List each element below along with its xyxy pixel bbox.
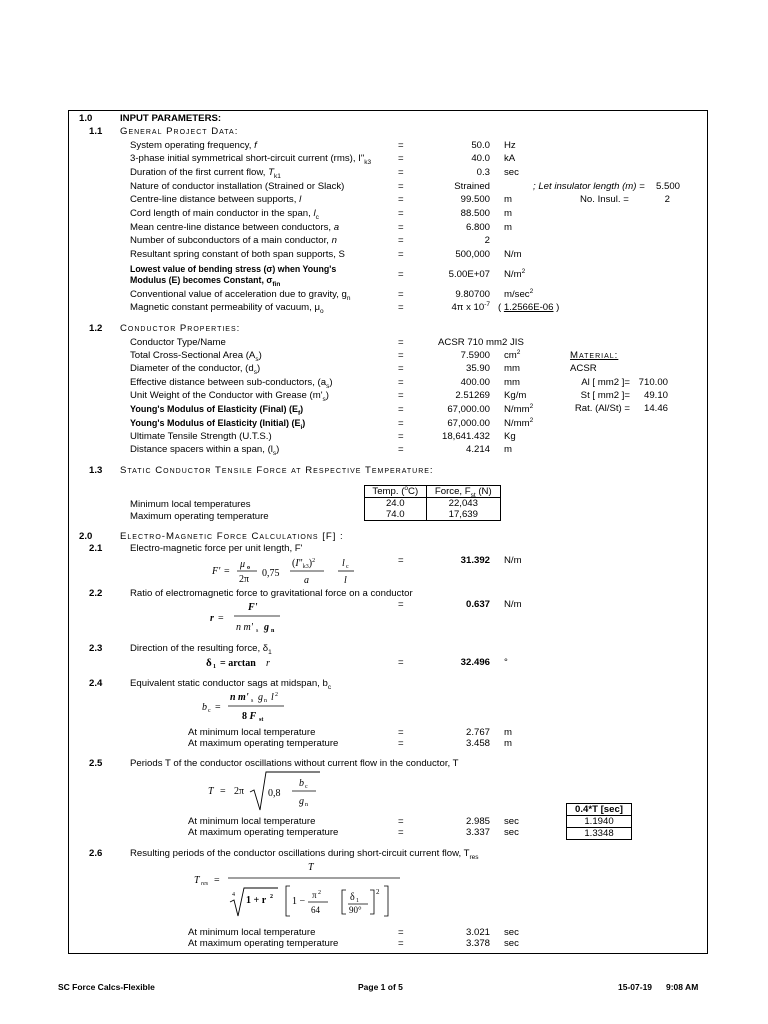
equals-sign: = [398, 249, 404, 260]
svg-text:b: b [202, 702, 207, 713]
result-label: At maximum operating temperature [188, 738, 339, 749]
property-label: Distance spacers within a span, $(l_s)$ [130, 444, 280, 457]
section-title: Ratio of electromagnetic force to gravitational force on a conductor [130, 588, 413, 599]
material-st-value: 49.10 [643, 390, 668, 401]
svg-text:= arctan: = arctan [220, 658, 256, 669]
r-equation [208, 600, 298, 638]
param-unit: m [504, 194, 512, 205]
param-label: 3-phase initial symmetrical short-circuit current (rms), $I"_{k3}$ [130, 153, 372, 166]
svg-text:a: a [304, 575, 309, 586]
svg-text:1 + r: 1 + r [246, 895, 267, 906]
section-title: Periods T of the conductor oscillations without current flow in the conductor, T [130, 758, 459, 769]
svg-text:n m': n m' [230, 692, 249, 703]
param-label: Nature of conductor installation (Strained or Slack) [130, 181, 345, 192]
result-value: 3.337 [465, 827, 490, 838]
property-label: Total Cross-Sectional Area $(A_s)$ [130, 350, 262, 363]
section-number: 1.1 [89, 126, 103, 137]
equals-sign: = [398, 431, 404, 442]
insulator-length-value: ; Let insulator length (m) = [533, 181, 645, 192]
svg-text:0,75: 0,75 [262, 568, 280, 579]
material-st-label: St [ mm2 ]= [580, 390, 630, 401]
section-title: INPUT PARAMETERS: [120, 113, 222, 124]
section-number: 2.6 [89, 848, 103, 859]
param-unit: ( 1.2566E-06 ) [498, 302, 560, 313]
property-value: 35.90 [465, 363, 490, 374]
property-label: Young's Modulus of Elasticity (Final) $(E_f)$ [130, 404, 304, 417]
property-value: 2.51269 [455, 390, 490, 401]
property-unit: Kg [504, 431, 516, 442]
equals-sign: = [398, 269, 404, 280]
equals-sign: = [398, 727, 404, 738]
property-value: 18,641.432 [441, 431, 490, 442]
material-ratio-label: Rat. (Al/St) = [574, 403, 630, 414]
delta-equation [204, 653, 284, 671]
material-al-value: 710.00 [638, 377, 668, 388]
svg-text:π: π [312, 890, 317, 900]
section-number: 1.0 [79, 113, 93, 124]
svg-text:T: T [308, 862, 314, 873]
result-unit: m [504, 738, 512, 749]
param-value: Strained [454, 181, 490, 192]
temp-header: Temp. ($^o$C) [365, 486, 427, 498]
param-value: 2 [484, 235, 490, 246]
section-number: 2.2 [89, 588, 103, 599]
section-title: Electro-magnetic force per unit length, F' [130, 543, 303, 554]
section-number: 2.3 [89, 643, 103, 654]
footer-time: 9:08 AM [666, 982, 699, 992]
svg-text:r: r [210, 613, 214, 624]
result-unit: m [504, 727, 512, 738]
svg-text:l: l [344, 575, 347, 586]
param-unit: kA [504, 153, 516, 164]
param-label: Mean centre-line distance between conductors, a [130, 222, 340, 233]
svg-text:δ: δ [206, 657, 212, 669]
svg-text:n: n [305, 802, 308, 808]
property-value: 7.5900 [460, 350, 490, 361]
result-unit: N/m [504, 555, 522, 566]
svg-text:2π: 2π [239, 574, 250, 585]
material-ratio-value: 14.46 [643, 403, 668, 414]
property-value: ACSR 710 mm2 JIS [438, 337, 524, 348]
param-value: 88.500 [460, 208, 490, 219]
svg-text:64: 64 [311, 905, 320, 915]
section-number: 2.0 [79, 531, 93, 542]
svg-text:n m': n m' [236, 622, 253, 633]
result-value: 3.458 [465, 738, 490, 749]
force-header: Force, $F_{st}$ (N) [426, 486, 500, 498]
param-label: Centre-line distance between supports, l [130, 194, 302, 205]
result-value: 0.637 [465, 599, 490, 610]
tension-table [364, 485, 501, 521]
equals-sign: = [398, 738, 404, 749]
param-label: Resultant spring constant of both span supports, S [130, 249, 345, 260]
temp-cell: 24.0 [365, 498, 427, 510]
svg-text:=: = [224, 566, 230, 577]
svg-text:T: T [208, 786, 214, 797]
equals-sign: = [398, 404, 404, 415]
section-title: Resulting periods of the conductor oscillations during short-circuit current flow, $T_{res}$ [130, 848, 479, 861]
svg-text:2: 2 [275, 692, 278, 698]
svg-text:st: st [259, 717, 264, 723]
param-value: 99.500 [460, 194, 490, 205]
equals-sign: = [398, 927, 404, 938]
param-value: 6.800 [465, 222, 490, 233]
param-value: 5.00E+07 [448, 269, 490, 280]
svg-text:F': F' [248, 602, 258, 613]
period-cell: 1.3348 [567, 828, 632, 840]
tres-equation [190, 858, 410, 922]
result-value: 2.985 [465, 816, 490, 827]
equals-sign: = [398, 194, 404, 205]
section-number: 2.4 [89, 678, 103, 689]
property-label: Unit Weight of the Conductor with Grease $(m'_s)$ [130, 390, 329, 403]
param-label: Duration of the first current flow, $T_{k1}$ [130, 167, 281, 180]
svg-text:2: 2 [270, 894, 273, 900]
equals-sign: = [398, 444, 404, 455]
section-number: 2.5 [89, 758, 103, 769]
property-unit: $N/mm^2$ [504, 402, 534, 415]
insulator-count: 2 [664, 194, 670, 205]
svg-text:g: g [264, 622, 269, 633]
param-unit: $N/m^2$ [504, 267, 526, 280]
force-cell: 17,639 [426, 509, 500, 521]
insulator-length: 5.500 [655, 181, 680, 192]
period-header: 0.4*T [sec] [567, 804, 632, 816]
section-number: 1.2 [89, 323, 103, 334]
equals-sign: = [398, 222, 404, 233]
result-label: At minimum local temperature [188, 816, 316, 827]
param-label: Number of subconductors of a main conductor, n [130, 235, 337, 246]
svg-text:c: c [208, 708, 211, 714]
property-unit: m [504, 444, 512, 455]
svg-text:c: c [346, 564, 349, 570]
period-table [566, 803, 632, 840]
equals-sign: = [398, 350, 404, 361]
svg-text:1 −: 1 − [292, 896, 306, 907]
result-label: At minimum local temperature [188, 727, 316, 738]
svg-text:δ: δ [350, 892, 355, 903]
svg-text:l: l [342, 558, 345, 569]
equals-sign: = [398, 390, 404, 401]
equals-sign: = [398, 418, 404, 429]
equals-sign: = [398, 555, 404, 566]
svg-text:1: 1 [213, 664, 216, 670]
section-title: Static Conductor Tensile Force at Respective Temperature: [120, 465, 434, 476]
equals-sign: = [398, 938, 404, 949]
result-value: 3.378 [465, 938, 490, 949]
material-title: Material: [570, 350, 619, 361]
material-al-label: Al [ mm2 ]= [581, 377, 630, 388]
equals-sign: = [398, 337, 404, 348]
result-unit: sec [504, 827, 519, 838]
svg-text:=: = [220, 786, 226, 797]
equals-sign: = [398, 377, 404, 388]
param-unit: sec [504, 167, 519, 178]
svg-text:1: 1 [356, 898, 359, 904]
property-value: 4.214 [465, 444, 490, 455]
equals-sign: = [398, 181, 404, 192]
svg-text:8 F: 8 F [242, 711, 257, 722]
section-title: Electro-Magnetic Force Calculations [F] : [120, 531, 344, 542]
svg-text:o: o [247, 565, 250, 571]
property-label: Ultimate Tensile Strength (U.T.S.) [130, 431, 272, 442]
svg-text:=: = [215, 702, 221, 713]
property-label: Effective distance between sub-conductors, $(a_s)$ [130, 377, 333, 390]
result-value: 31.392 [460, 555, 490, 566]
result-label: At maximum operating temperature [188, 938, 339, 949]
result-value: 3.021 [465, 927, 490, 938]
temp-cell: 74.0 [365, 509, 427, 521]
equals-sign: = [398, 657, 404, 668]
section-number: 1.3 [89, 465, 103, 476]
equals-sign: = [398, 816, 404, 827]
svg-text:0,8: 0,8 [268, 788, 281, 799]
param-unit: Hz [504, 140, 516, 151]
param-unit: m [504, 208, 512, 219]
svg-text:n: n [271, 628, 275, 634]
force-cell: 22,043 [426, 498, 500, 510]
f-prime-equation [210, 552, 360, 586]
svg-text:g: g [258, 692, 263, 703]
result-unit: sec [504, 938, 519, 949]
result-value: 2.767 [465, 727, 490, 738]
section-title: Equivalent static conductor sags at midspan, $b_c$ [130, 678, 332, 691]
result-unit: N/m [504, 599, 522, 610]
equals-sign: = [398, 289, 404, 300]
property-value: 67,000.00 [447, 418, 490, 429]
equals-sign: = [398, 167, 404, 178]
result-label: At maximum operating temperature [188, 827, 339, 838]
row-label: Minimum local temperatures [130, 499, 251, 510]
svg-text:r: r [266, 658, 270, 669]
param-value: 9.80700 [455, 289, 490, 300]
svg-text:s: s [256, 628, 259, 634]
insulator-count-label: No. Insul. = [580, 194, 629, 205]
property-value: 67,000.00 [447, 404, 490, 415]
row-label: Maximum operating temperature [130, 511, 269, 522]
svg-text:90°: 90° [349, 905, 362, 915]
param-value: 500,000 [455, 249, 490, 260]
param-label: Cord length of main conductor in the span, $l_c$ [130, 208, 319, 221]
equals-sign: = [398, 208, 404, 219]
property-unit: Kg/m [504, 390, 527, 401]
property-value: 400.00 [460, 377, 490, 388]
svg-text:c: c [305, 784, 308, 790]
svg-text:l: l [271, 692, 274, 703]
svg-text:n: n [264, 698, 267, 704]
equals-sign: = [398, 235, 404, 246]
param-value: 50.0 [471, 140, 490, 151]
param-unit: $m/\sec^2$ [504, 287, 534, 300]
result-unit: sec [504, 816, 519, 827]
property-label: Conductor Type/Name [130, 337, 226, 348]
period-cell: 1.1940 [567, 816, 632, 828]
footer-date: 15-07-19 [618, 982, 653, 992]
result-label: At minimum local temperature [188, 927, 316, 938]
svg-text:2π: 2π [234, 786, 245, 797]
section-title: General Project Data: [120, 126, 239, 137]
result-unit: sec [504, 927, 519, 938]
property-unit: mm [504, 363, 520, 374]
param-label: Modulus (E) becomes Constant, $\sigma_{fin}$ [130, 275, 281, 288]
property-label: Young's Modulus of Elasticity (Initial) $(E_i)$ [130, 418, 306, 431]
t-equation [206, 770, 326, 814]
material-name: ACSR [570, 363, 597, 374]
footer-left: SC Force Calcs-Flexible [58, 982, 155, 992]
property-unit: $N/mm^2$ [504, 416, 534, 429]
svg-text:T: T [194, 875, 200, 886]
param-label: Magnetic constant permeability of vacuum, $\mu_o$ [130, 302, 324, 315]
section-number: 2.1 [89, 543, 103, 554]
svg-text:4: 4 [232, 892, 235, 898]
footer-page: Page 1 of 5 [358, 982, 403, 992]
param-unit: m [504, 222, 512, 233]
svg-text:g: g [299, 796, 304, 807]
equals-sign: = [398, 153, 404, 164]
result-value: 32.496 [460, 657, 490, 668]
svg-text:2: 2 [318, 890, 321, 896]
section-title: Conductor Properties: [120, 323, 241, 334]
param-value: 0.3 [476, 167, 490, 178]
equals-sign: = [398, 140, 404, 151]
param-value: 4π x $10^{-7}$ [451, 300, 490, 313]
param-label: Conventional value of acceleration due to gravity, $g_n$ [130, 289, 351, 302]
property-label: Diameter of the conductor, $(d_s)$ [130, 363, 261, 376]
equals-sign: = [398, 302, 404, 313]
param-label: Lowest value of bending stress (σ) when Young's [130, 264, 337, 274]
param-unit: N/m [504, 249, 522, 260]
result-unit: ° [504, 657, 508, 668]
svg-text:2: 2 [376, 888, 380, 896]
svg-text:F': F' [212, 566, 221, 577]
svg-text:μ: μ [240, 559, 246, 570]
svg-text:s: s [251, 698, 254, 704]
property-unit: $cm^2$ [504, 348, 521, 361]
equals-sign: = [398, 599, 404, 610]
svg-text:b: b [299, 778, 304, 789]
property-unit: mm [504, 377, 520, 388]
param-value: 40.0 [471, 153, 490, 164]
svg-text:=: = [218, 613, 224, 624]
svg-text:res: res [201, 881, 209, 887]
section-title: Direction of the resulting force, $\delta_1$ [130, 643, 272, 656]
equals-sign: = [398, 363, 404, 374]
param-label: System operating frequency, f [130, 140, 257, 151]
svg-text:(I"k3)2: $(I"_{k3})^2$ [292, 558, 316, 570]
svg-text:=: = [214, 875, 220, 886]
bc-equation [200, 688, 300, 728]
equals-sign: = [398, 827, 404, 838]
